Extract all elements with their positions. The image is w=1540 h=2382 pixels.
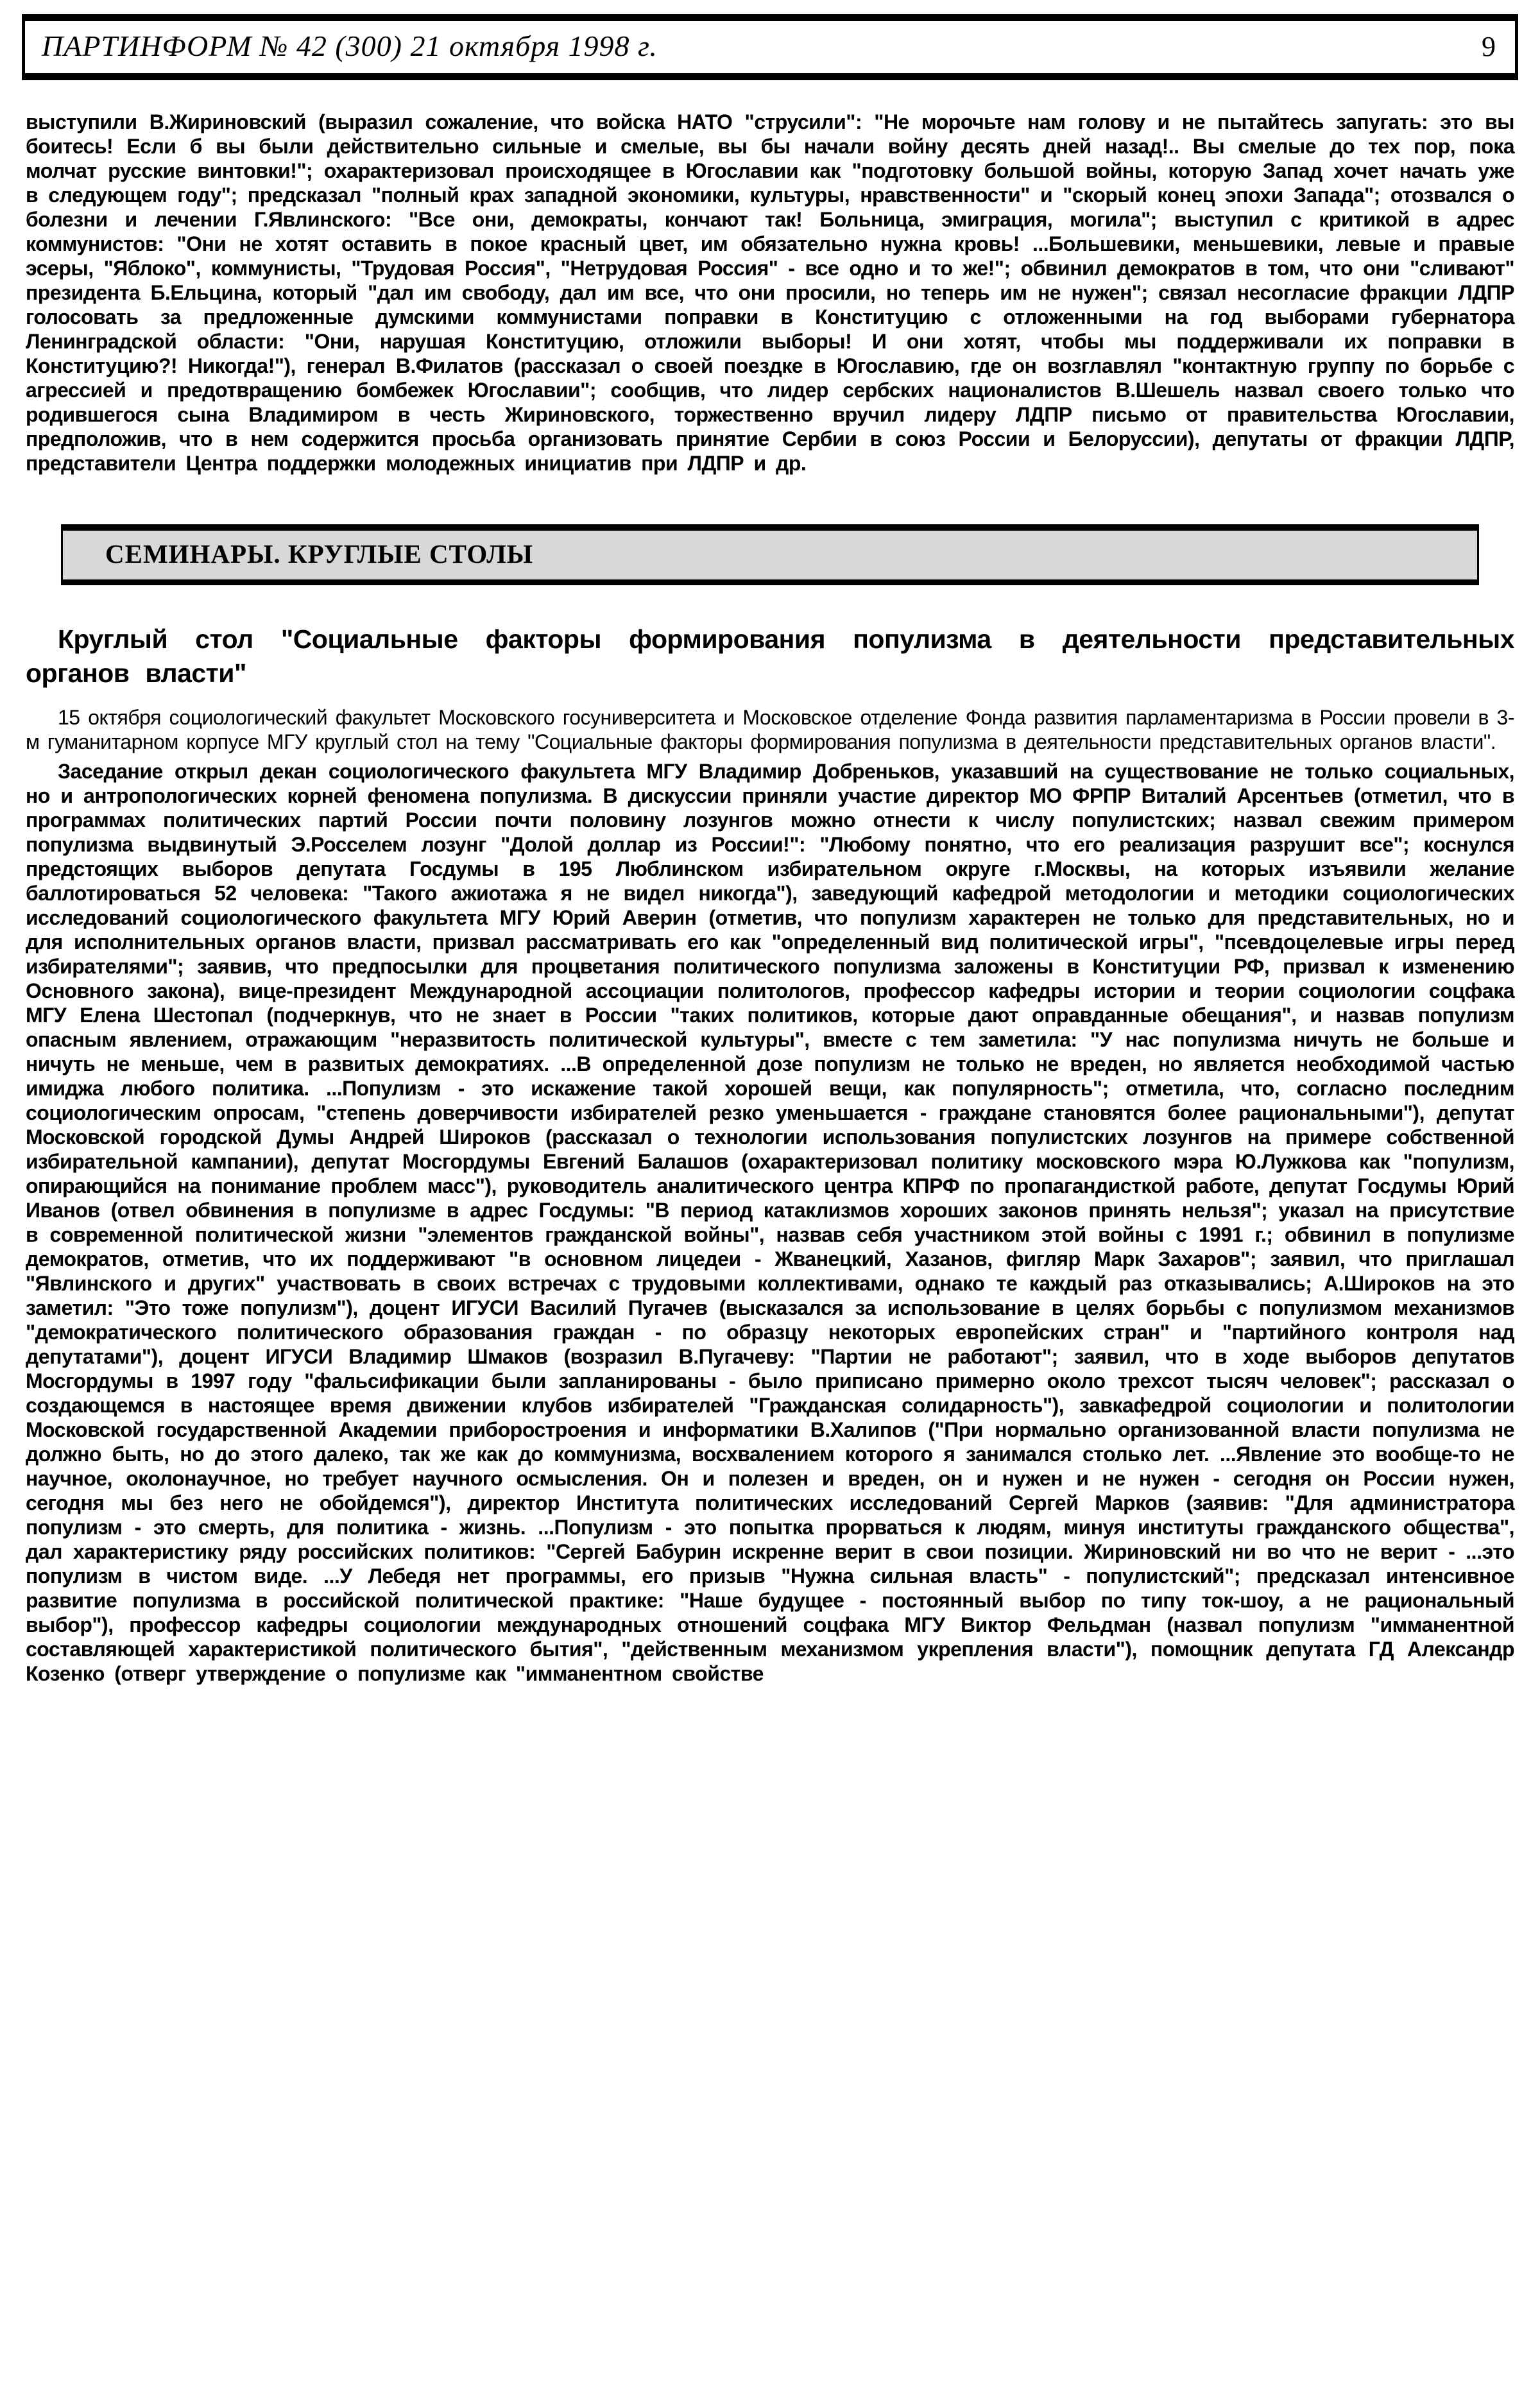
article-body-paragraph: Заседание открыл декан социологического факультета МГУ Владимир Добреньков, указавший на существование не только социальных, но и антропологических корней феномена популизма. В дискуссии приняли участие директор МО ФРПР Виталий Арсентьев (отметил, что в программах политических партий России почти половину лозунгов можно отнести к числу популистских; назвал свежим примером популизма выдвинутый Э.Росселем лозунг "Долой доллар из России!": "Любому понятно, что его реализация разрушит все"; коснулся предстоящих выборов депутата Госдумы в 195 Люблинском избирательном округе г.Москвы, на которых изъявили желание баллотироваться 52 человека: "Такого ажиотажа я не видел никогда"), заведующий кафедрой методологии и методики социологических исследований социологического факультета МГУ Юрий Аверин (отметив, что популизм характерен не только для представительных, но и для исполнительных органов власти, призвал рассматривать его как "определенный вид политической игры", "псевдоцелевые игры перед избирателями"; заявив, что предпосылки для процветания политического популизма заложены в Конституции РФ, призвал к изменению Основного закона), вице-президент Международной ассоциации политологов, профессор кафедры истории и теории социологии соцфака МГУ Елена Шестопал (подчеркнув, что не знает в России "таких политиков, которые дают оправданные обещания", и назвав популизм опасным явлением, отражающим "неразвитость политической культуры", вместе с тем заметила: "У нас популизма ничуть не больше и ничуть не меньше, чем в развитых демократиях. ...В определенной дозе популизм не только не вреден, но является необходимой частью имиджа любого политика. ...Популизм - это искажение такой хорошей вещи, как популярность"; отметила, что, согласно последним социологическим опросам, "степень доверчивости избирателей резко уменьшается - граждане становятся более рациональными"), депутат Московской городской Думы Андрей Широков (рассказал о технологии использования популистских лозунгов на примере собственной избирательной кампании), депутат Мосгордумы Евгений Балашов (охарактеризовал политику московского мэра Ю.Лужкова как "популизм, опирающийся на понимание проблем масс"), руководитель аналитического центра КПРФ по пропагандисткой работе, депутат Госдумы Юрий Иванов (отвел обвинения в популизме в адрес Госдумы: "В период катаклизмов хороших законов принять нельзя"; указал на присутствие в современной политической жизни "элементов гражданской войны", назвав себя участником этой войны с 1991 г.; обвинил в популизме демократов, отметив, что их поддерживают "в основном лицедеи - Жванецкий, Хазанов, фигляр Марк Захаров"; заявил, что приглашал "Явлинского и других" участвовать в своих встречах с трудовыми коллективами, однако те каждый раз отказывались; А.Широков на это заметил: "Это тоже популизм"), доцент ИГУСИ Василий Пугачев (высказался за использование в целях борьбы с популизмом механизмов "демократического политического образования граждан - по образцу некоторых европейских стран" и "партийного контроля над депутатами"), доцент ИГУСИ Владимир Шмаков (возразил В.Пугачеву: "Партии не работают"; заявил, что в ходе выборов депутатов Мосгордумы в 1997 году "фальсификации были запланированы - было приписано примерно около трехсот тысяч человек"; рассказал о создающемся в настоящее время движении клубов избирателей "Гражданская солидарность"), завкафедрой социологии и политологии Московской государственной Академии приборостроения и информатики В.Халипов ("При нормально организованной власти популизма не должно быть, но до этого далеко, так же как до коммунизма, восхвалением которого я занимался столько лет. ...Явление это вообще-то не научное, околонаучное, но требует научного осмысления. Он и полезен и вреден, он и нужен и не нужен - сегодня он России нужен, сегодня мы без него не обойдемся"), директор Института политических исследований Сергей Марков (заявив: "Для администратора популизм - это смерть, для политика - жизнь. ...Популизм - это попытка прорваться к людям, минуя институты гражданского общества", дал характеристику ряду российских политиков: "Сергей Бабурин искренне верит в свои позиции. Жириновский ни во что не верит - ...это популизм в чистом виде. ...У Лебедя нет программы, его призыв "Нужна сильная власть" - популистский"; предсказал интенсивное развитие популизма в российской политической практике: "Наше будущее - постоянный выбор по типу ток-шоу, а не рациональный выбор"), профессор кафедры социологии международных отношений соцфака МГУ Виктор Фельдман (назвал популизм "имманентной составляющей характеристикой политического бытия", "действенным механизмом укрепления власти"), помощник депутата ГД Александр Козенко (отверг утверждение о популизме как "имманентном свойстве (26, 759, 1514, 1685)
section-title: СЕМИНАРЫ. КРУГЛЫЕ СТОЛЫ (105, 539, 534, 569)
page-content (26, 110, 1514, 1686)
article-lead-paragraph: 15 октября социологический факультет Московского госуниверситета и Московское отделение Фонда развития парламентаризма в России провели в 3-м гуманитарном корпусе МГУ круглый стол на тему "Социальные факторы формирования популизма в деятельности представительных органов власти". (26, 705, 1514, 753)
continuation-paragraph: выступили В.Жириновский (выразил сожаление, что войска НАТО "струсили": "Не морочьте нам голову и не пытайтесь запугать: это вы боитесь! Если б вы были действительно сильные и смелые, вы бы начали войну десять дней назад!.. Вы смелые до тех пор, пока молчат русские винтовки!"; охарактеризовал происходящее в Югославии как "подготовку большой войны, которую Запад хочет начать уже в следующем году"; предсказал "полный крах западной экономики, культуры, нравственности" и "скорый конец эпохи Запада"; отозвался о болезни и лечении Г.Явлинского: "Все они, демократы, кончают так! Больница, эмиграция, могила"; выступил с критикой в адрес коммунистов: "Они не хотят оставить в покое красный цвет, им обязательно нужна кровь! ...Большевики, меньшевики, левые и правые эсеры, "Яблоко", коммунисты, "Трудовая Россия", "Нетрудовая Россия" - все одно и то же!"; обвинил демократов в том, что они "сливают" президента Б.Ельцина, который "дал им свободу, дал им все, что они просили, но теперь им не нужен"; связал несогласие фракции ЛДПР голосовать за предложенные думскими коммунистами поправки в Конституцию с отложенными на год выборами губернатора Ленинградской области: "Они, нарушая Конституцию, отложили выборы! И они хотят, чтобы мы поддерживали их поправки в Конституцию?! Никогда!"), генерал В.Филатов (рассказал о своей поездке в Югославию, где он возглавлял "контактную группу по борьбе с агрессией и предотвращению бомбежек Югославии"; сообщив, что лидер сербских националистов В.Шешель назвал своего только что родившегося сына Владимиром в честь Жириновского, торжественно вручил лидеру ЛДПР письмо от правительства Югославии, предположив, что в нем содержится просьба организовать принятие Сербии в союз России и Белоруссии), депутаты от фракции ЛДПР, представители Центра поддержки молодежных инициатив при ЛДПР и др. (26, 110, 1514, 475)
page-number: 9 (1482, 31, 1496, 62)
newsletter-title: ПАРТИНФОРМ № 42 (300) 21 октября 1998 г. (42, 30, 658, 62)
article-heading: Круглый стол "Социальные факторы формирования популизма в деятельности представительных органов власти" (26, 624, 1514, 689)
section-header (61, 524, 1479, 585)
page-header (22, 14, 1518, 80)
